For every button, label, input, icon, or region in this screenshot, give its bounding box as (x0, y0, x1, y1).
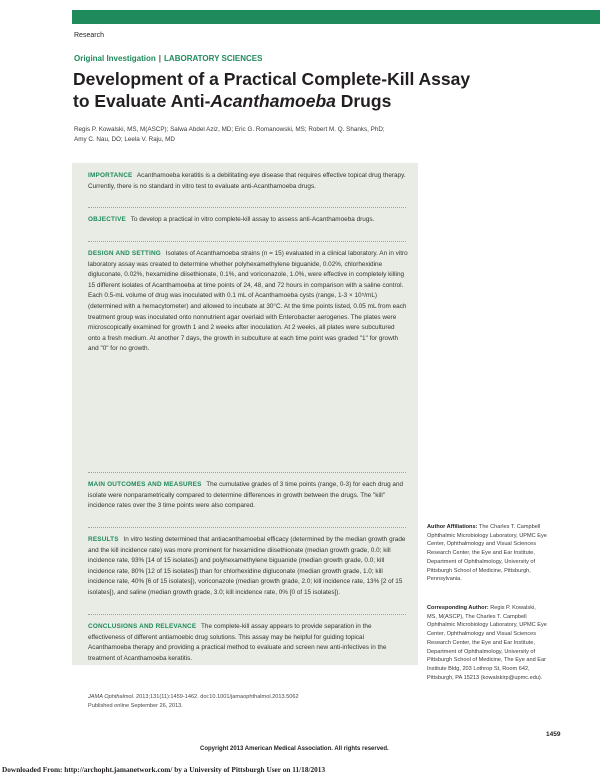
publication-date: Published online September 26, 2013. (88, 702, 183, 709)
header-color-bar (72, 10, 600, 24)
conclusions-heading: CONCLUSIONS AND RELEVANCE (88, 623, 197, 630)
article-kicker (74, 54, 262, 63)
abstract-outcomes (88, 480, 408, 512)
corresponding-heading: Corresponding Author: (427, 605, 489, 611)
design-heading: DESIGN AND SETTING (88, 250, 161, 257)
section-label: Research (74, 32, 104, 39)
citation (88, 693, 388, 710)
importance-heading: IMPORTANCE (88, 172, 133, 179)
author-list (74, 125, 434, 145)
download-notice: Downloaded From: http://archopht.jamanetwork.com/ by a University of Pittsburgh User on 11/18/2013 (2, 765, 326, 774)
abstract-divider (88, 241, 406, 242)
authors-line-1: Regis P. Kowalski, MS, M(ASCP); Salwa Abdel Aziz, MD; Eric G. Romanowski, MS; Robert M. Q. Shanks, PhD; (74, 126, 385, 133)
results-heading: RESULTS (88, 536, 119, 543)
title-line-1: Development of a Practical Complete-Kill Assay (73, 69, 471, 89)
objective-text: To develop a practical in vitro complete-kill assay to assess anti-Acanthamoeba drugs. (130, 216, 375, 223)
copyright-notice: Copyright 2013 American Medical Association. All rights reserved. (200, 746, 389, 752)
author-affiliations (427, 523, 547, 584)
title-organism-name: Acanthamoeba (210, 91, 336, 111)
abstract-box (72, 163, 418, 665)
outcomes-heading: MAIN OUTCOMES AND MEASURES (88, 481, 202, 488)
page-number: 1459 (546, 731, 561, 738)
abstract-divider (88, 527, 406, 528)
objective-heading: OBJECTIVE (88, 216, 127, 223)
affiliations-text: The Charles T. Campbell Ophthalmic Microbiology Laboratory, UPMC Eye Center, Ophthalmology and Visual Sciences Research Center, the Eye and Ear Institute, Department of Ophthalmology, University of Pittsburgh School of Medicine, Pittsburgh, Pennsylvania. (427, 524, 547, 583)
abstract-results (88, 535, 408, 599)
article-type: Original Investigation (74, 54, 156, 63)
abstract-divider (88, 472, 406, 473)
authors-line-2: Amy C. Nau, DO; Leela V. Raju, MD (74, 136, 175, 143)
kicker-separator: | (158, 54, 162, 63)
abstract-conclusions (88, 622, 408, 664)
corresponding-text: Regis P. Kowalski, MS, M(ASCP), The Charles T. Campbell Ophthalmic Microbiology Laboratory, UPMC Eye Center, Ophthalmology and Visual Sciences Research Center, the Eye and Ear Institute, Department of Ophthalmology, University of Pittsburgh School of Medicine, The Eye and Ear Institute Bldg, 203 Lothrop St, Room 642, Pittsburgh, PA 15213 (kowalskirp@upmc.edu). (427, 605, 547, 681)
title-line-2-end: Drugs (335, 91, 392, 111)
affiliations-heading: Author Affiliations: (427, 524, 478, 530)
title-line-2-start: to Evaluate Anti- (73, 91, 211, 111)
article-section: LABORATORY SCIENCES (164, 54, 263, 63)
corresponding-author (427, 604, 547, 682)
abstract-divider (88, 207, 406, 208)
abstract-design (88, 249, 408, 355)
citation-reference: 2013;131(11):1459-1462. doi:10.1001/jamaophthalmol.2013.5062 (136, 694, 299, 700)
abstract-objective (88, 215, 408, 226)
outcomes-text: The cumulative grades of 3 time points (range, 0-3) for each drug and isolate were nonparametrically compared to determine differences in growth between the drugs. The "kill" incidence rates over the 3 time points were also compared. (88, 481, 404, 510)
results-text: In vitro testing determined that antiacanthamoebal efficacy (determined by the median growth grade and the kill incidence rate) was more prominent for hexamidine diisethionate (median growth grade, 0.0; kill incidence rate, 93% [14 of 15 isolates]) and polyhexamethylene biguanide (median growth grade, 0.0; kill incidence rate, 80% [12 of 15 isolates]) than for chlorhexidine digluconate (median growth grade, 1.0; kill incidence rate, 40% [6 of 15 isolates]), voriconazole (median growth grade, 2.0; kill incidence rate, 13% [2 of 15 isolates]), and saline (median growth grade, 3.0; kill incidence rate, 0% [0 of 15 isolates]). (88, 536, 406, 596)
abstract-importance (88, 171, 408, 192)
conclusions-text: The complete-kill assay appears to provide separation in the effectiveness of different antiamoebic drug solutions. This assay may be helpful for guiding topical Acanthamoeba therapy and providing a practical method to evaluate and screen new anti-infectives in the treatment of Acanthamoeba keratitis. (88, 623, 387, 662)
importance-text: Acanthamoeba keratitis is a debilitating eye disease that requires effective topical drug therapy. Currently, there is no standard in vitro test to evaluate anti-Acanthamoeba drugs. (88, 172, 406, 190)
article-title (73, 68, 473, 112)
journal-name: JAMA Ophthalmol. (88, 694, 135, 700)
abstract-divider (88, 614, 406, 615)
design-text: Isolates of Acanthamoeba strains (n = 15) evaluated in a clinical laboratory. An in vitro laboratory assay was created to determine whether polyhexamethylene biguanide, 0.02%, chlorhexidine digluconate, 0.02%, hexamidine diisethionate, 0.1%, and voriconazole, 1.0%, were effective in completely killing 15 different isolates of Acanthamoeba at time points of 24, 48, and 72 hours in comparison with a saline control. Each 0.5-mL volume of drug was inoculated with 0.1 mL of Acanthamoeba cysts (range, 1-3 × 10⁵/mL) (determined with a hemacytometer) and allowed to incubate at 30°C. At the time points listed, 0.05 mL from each treatment group was inoculated onto nonnutrient agar overlaid with Enterobacter aerogenes. The plates were microscopically examined for growth 1 and 2 weeks after inoculation. At 2 weeks, all plates were subcultured onto a fresh medium. At another 7 days, the growth in subculture at each time point was graded "1" for growth and "0" for no growth. (88, 250, 408, 353)
